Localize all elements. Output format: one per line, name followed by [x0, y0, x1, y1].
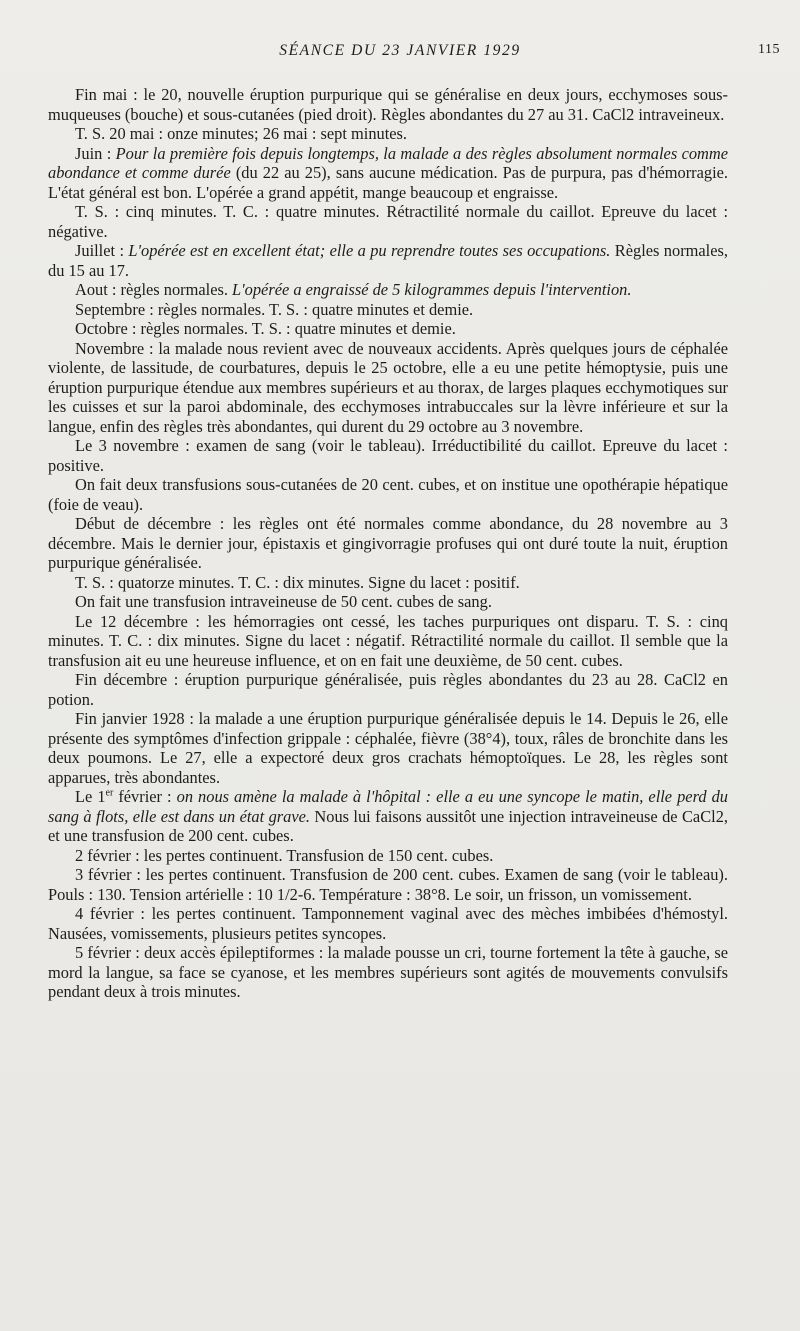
- paragraph: [48, 300, 728, 320]
- paragraph: [48, 124, 728, 144]
- text-run: Octobre : règles normales. T. S. : quatre minutes et demie.: [75, 319, 456, 338]
- text-run: Aout : règles normales.: [75, 280, 233, 299]
- italic-text: L'opérée a engraissé de 5 kilogrammes depuis l'intervention.: [232, 280, 632, 299]
- paragraph: [48, 846, 728, 866]
- text-run: Fin janvier 1928 : la malade a une éruption purpurique généralisée depuis le 14. Depuis le 26, elle présente des symptômes d'infection grippale : céphalée, fièvre (38°4), toux, râles de bronchite dans les deux poumons. Le 27, elle a expectoré deux gros crachats hémoptoïques. Le 28, les règles sont apparues, très abondantes.: [48, 709, 728, 787]
- text-run: 4 février : les pertes continuent. Tamponnement vaginal avec des mèches imbibées d'hémostyl. Nausées, vomissements, plusieurs petites syncopes.: [48, 904, 728, 943]
- paragraph: [48, 202, 728, 241]
- text-run: Juin :: [75, 143, 116, 163]
- text-run: Fin mai : le 20, nouvelle éruption purpurique qui se généralise en deux jours, ecchymoses sous-muqueuses (bouche) et sous-cutanées (pied droit). Règles abondantes du 27 au 31. CaCl2 intraveineux.: [48, 85, 728, 124]
- italic-text: on nous amène la malade à l'hôpital : elle a eu une syncope le matin, elle perd du sang à flots, elle est dans un état grave.: [48, 787, 728, 826]
- page-number: 115: [758, 42, 780, 57]
- text-run: On fait deux transfusions sous-cutanées de 20 cent. cubes, et on institue une opothérapie hépatique (foie de veau).: [48, 475, 728, 514]
- text-run: Le 12 décembre : les hémorragies ont cessé, les taches purpuriques ont disparu. T. S. : cinq minutes. T. C. : dix minutes. Signe du lacet : négatif. Rétractilité normale du caillot. Il semble que la transfusion ait eu une heureuse influence, et on en fait une deuxième, de 50 cent. cubes.: [48, 611, 728, 670]
- paragraph: [48, 865, 728, 904]
- paragraph: [48, 592, 728, 612]
- paragraph: [48, 514, 728, 573]
- text-run: 5 février : deux accès épileptiformes : la malade pousse un cri, tourne fortement la tête à gauche, se mord la langue, sa face se cyanose, et les membres supérieurs sont agités de mouvements convulsifs pendant deux à trois minutes.: [48, 943, 728, 1001]
- paragraph: [48, 670, 728, 709]
- italic-text: L'opérée est en excellent état; elle a pu reprendre toutes ses occupations.: [128, 241, 611, 260]
- paragraph: [48, 943, 728, 1002]
- paragraph: [48, 319, 728, 339]
- paragraph: [48, 475, 728, 514]
- text-run: Le 3 novembre : examen de sang (voir le tableau). Irréductibilité du caillot. Epreuve du lacet : positive.: [48, 436, 728, 475]
- text-run: T. S. 20 mai : onze minutes; 26 mai : sept minutes.: [75, 124, 408, 143]
- superscript-text: er: [105, 787, 114, 799]
- paragraph: [48, 709, 728, 787]
- paragraph: [48, 612, 728, 671]
- text-run: Juillet :: [75, 241, 129, 260]
- text-run: 3 février : les pertes continuent. Transfusion de 200 cent. cubes. Examen de sang (voir le tableau). Pouls : 130. Tension artérielle : 10 1/2-6. Température : 38°8. Le soir, un frisson, un vomissement.: [48, 865, 728, 904]
- italic-text: Pour la première fois depuis longtemps, la malade a des règles absolument normales comme abondance et comme durée: [48, 143, 728, 182]
- paragraph: [48, 904, 728, 943]
- paragraph: [48, 280, 728, 300]
- text-run: T. S. : cinq minutes. T. C. : quatre minutes. Rétractilité normale du caillot. Epreuve du lacet : négative.: [48, 202, 728, 241]
- text-run: Nous lui faisons aussitôt une injection intraveineuse de CaCl2, et une transfusion de 200 cent. cubes.: [48, 806, 728, 845]
- text-run: Début de décembre : les règles ont été normales comme abondance, du 28 novembre au 3 décembre. Mais le dernier jour, épistaxis et gingivorragie profuses qui ont duré toute la nuit, éruption purpurique généralisée.: [48, 514, 728, 572]
- paragraph: [48, 573, 728, 593]
- text-run: T. S. : quatorze minutes. T. C. : dix minutes. Signe du lacet : positif.: [75, 572, 520, 592]
- text-run: février :: [113, 787, 177, 806]
- paragraph: [48, 144, 728, 203]
- text-run: Septembre : règles normales. T. S. : quatre minutes et demie.: [75, 299, 474, 319]
- text-run: Novembre : la malade nous revient avec de nouveaux accidents. Après quelques jours de céphalée violente, de lassitude, de courbatures, depuis le 25 octobre, elle a eu une petite hémoptysie, puis une éruption purpurique étendue aux membres supérieurs et au thorax, de larges plaques ecchymotiques sur les cuisses et sur la paroi abdominale, des ecchymoses intrabuccales sur la lèvre inférieure et sur la langue, enfin des règles très abondantes, qui durent du 29 octobre au 3 novembre.: [48, 338, 728, 436]
- text-run: (du 22 au 25), sans aucune médication. Pas de purpura, pas d'hémorragie. L'état général est bon. L'opérée a grand appétit, mange beaucoup et engraisse.: [48, 163, 729, 202]
- paragraph: [48, 241, 728, 280]
- text-run: On fait une transfusion intraveineuse de 50 cent. cubes de sang.: [75, 592, 492, 611]
- text-run: 2 février : les pertes continuent. Transfusion de 150 cent. cubes.: [75, 845, 494, 865]
- paragraph: [48, 339, 728, 437]
- paragraph: [48, 787, 728, 846]
- running-title: SÉANCE DU 23 JANVIER 1929: [279, 42, 521, 59]
- paragraph: [48, 436, 728, 475]
- text-run: Le 1: [75, 787, 106, 806]
- text-run: Règles normales, du 15 au 17.: [48, 241, 728, 280]
- text-run: Fin décembre : éruption purpurique généralisée, puis règles abondantes du 23 au 28. CaCl2 en potion.: [48, 670, 728, 709]
- page-header: [0, 42, 800, 66]
- paragraph: [48, 85, 728, 124]
- body-text: [48, 85, 728, 1002]
